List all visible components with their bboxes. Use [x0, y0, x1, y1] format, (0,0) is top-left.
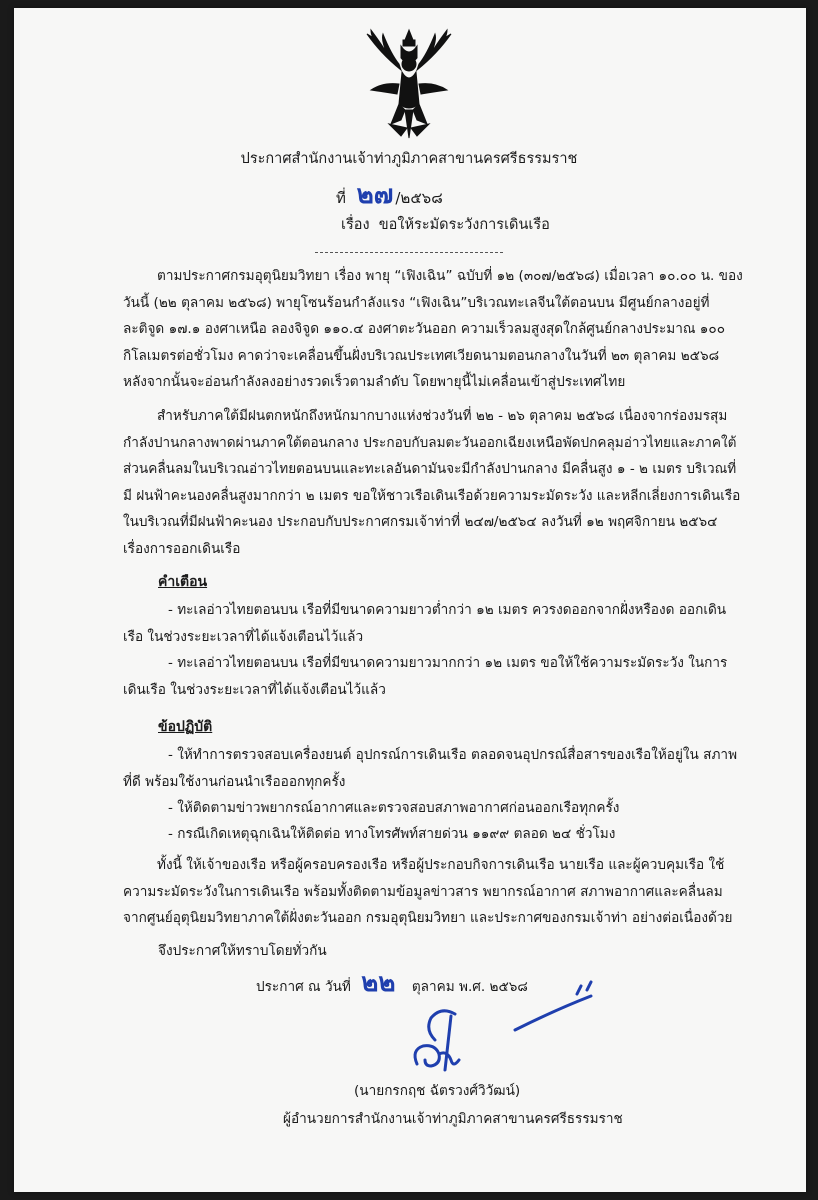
number-handwritten: ๒๗: [356, 180, 394, 210]
subject-line: [341, 216, 550, 234]
handwritten-signature-icon: [395, 980, 615, 1080]
garuda-emblem-icon: [361, 24, 457, 144]
announcement-number: [336, 180, 443, 210]
number-prefix: ที่: [336, 189, 346, 207]
title-divider: [315, 252, 503, 253]
practice-item: - กรณีเกิดเหตุฉุกเฉินให้ติดต่อ ทางโทรศัพท์สายด่วน ๑๑๙๙ ตลอด ๒๔ ชั่วโมง: [168, 826, 616, 842]
announce-line: จึงประกาศให้ทราบโดยทั่วกัน: [158, 943, 327, 959]
paragraph-storm-info: ตามประกาศกรมอุตุนิยมวิทยา เรื่อง พายุ “เฟิงเฉิน” ฉบับที่ ๑๒ (๓๐๗/๒๕๖๘) เมื่อเวลา ๑๐.๐๐ น. ของวันนี้ (๒๒ ตุลาคม ๒๕๖๘) พายุโซนร้อนกำลังแรง “เฟิงเฉิน”บริเวณทะเลจีนใต้ตอนบน มีศูนย์กลางอยู่ที่ ละติจูด ๑๗.๑ องศาเหนือ ลองจิจูด ๑๑๐.๔ องศาตะวันออก ความเร็วลมสูงสุดใกล้ศูนย์กลางประมาณ ๑๐๐ กิโลเมตรต่อชั่วโมง คาดว่าจะเคลื่อนขึ้นฝั่งบริเวณประเทศเวียดนามตอนกลางในวันที่ ๒๓ ตุลาคม ๒๕๖๘ หลังจากนั้นจะอ่อนกำลังลงอย่างรวดเร็วตามลำดับ โดยพายุนี้ไม่เคลื่อนเข้าสู่ประเทศไทย: [123, 268, 743, 390]
practice-item: - ให้ติดตามข่าวพยากรณ์อากาศและตรวจสอบสภาพอากาศก่อนออกเรือทุกครั้ง: [168, 800, 620, 816]
number-suffix: /๒๕๖๘: [395, 189, 443, 207]
practice-item: - ให้ทำการตรวจสอบเครื่องยนต์ อุปกรณ์การเดินเรือ ตลอดจนอุปกรณ์สื่อสารของเรือให้อยู่ใน สภาพที่ดี พร้อมใช้งานก่อนนำเรือออกทุกครั้ง: [123, 747, 738, 790]
subject-text: ขอให้ระมัดระวังการเดินเรือ: [378, 217, 550, 233]
practice-heading: ข้อปฏิบัติ: [158, 719, 213, 735]
warning-item: - ทะเลอ่าวไทยตอนบน เรือที่มีขนาดความยาวมากกว่า ๑๒ เมตร ขอให้ใช้ความระมัดระวัง ในการเดินเรือ ในช่วงระยะเวลาที่ได้แจ้งเตือนไว้แล้ว: [123, 655, 728, 698]
closing-paragraph: ทั้งนี้ ให้เจ้าของเรือ หรือผู้ครอบครองเรือ หรือผู้ประกอบกิจการเดินเรือ นายเรือ และผู้ควบคุมเรือ ใช้ความระมัดระวังในการเดินเรือ พร้อมทั้งติดตามข้อมูลข่าวสาร พยากรณ์อากาศ สภาพอากาศและคลื่นลม จากศูนย์อุตุนิยมวิทยาภาคใต้ฝั่งตะวันออก กรมอุตุนิยมวิทยา และประกาศของกรมเจ้าท่า อย่างต่อเนื่องด้วย: [123, 857, 733, 926]
date-prefix: ประกาศ ณ วันที่: [256, 979, 351, 995]
announcement-title: ประกาศสำนักงานเจ้าท่าภูมิภาคสาขานครศรีธรรมราช: [240, 151, 578, 167]
warning-item: - ทะเลอ่าวไทยตอนบน เรือที่มีขนาดความยาวต่ำกว่า ๑๒ เมตร ควรงดออกจากฝั่งหรืองด ออกเดินเรือ ในช่วงระยะเวลาที่ได้แจ้งเตือนไว้แล้ว: [123, 602, 727, 645]
subject-label: เรื่อง: [341, 217, 370, 233]
signatory-name: (นายกรกฤช ฉัตรวงศ์วิวัฒน์): [354, 1083, 521, 1099]
signatory-position: ผู้อำนวยการสำนักงานเจ้าท่าภูมิภาคสาขานครศรีธรรมราช: [283, 1111, 623, 1127]
date-rest: ตุลาคม พ.ศ. ๒๕๖๘: [411, 979, 528, 995]
warning-heading: คำเตือน: [158, 574, 208, 590]
paragraph-southern-weather: สำหรับภาคใต้มีฝนตกหนักถึงหนักมากบางแห่งช่วงวันที่ ๒๒ - ๒๖ ตุลาคม ๒๕๖๘ เนื่องจากร่องมรสุม กำลังปานกลางพาดผ่านภาคใต้ตอนกลาง ประกอบกับลมตะวันออกเฉียงเหนือพัดปกคลุมอ่าวไทยและภาคใต้ ส่วนคลื่นลมในบริเวณอ่าวไทยตอนบนและทะเลอันดามันจะมีกำลังปานกลาง มีคลื่นสูง ๑ - ๒ เมตร บริเวณที่มี ฝนฟ้าคะนองคลื่นสูงมากกว่า ๒ เมตร ขอให้ชาวเรือเดินเรือด้วยความระมัดระวัง และหลีกเลี่ยงการเดินเรือ ในบริเวณที่มีฝนฟ้าคะนอง ประกอบกับประกาศกรมเจ้าท่าที่ ๒๔๗/๒๕๖๔ ลงวันที่ ๑๒ พฤศจิกายน ๒๕๖๔ เรื่องการออกเดินเรือ: [123, 408, 741, 557]
date-day-handwritten: ๒๒: [361, 968, 396, 998]
